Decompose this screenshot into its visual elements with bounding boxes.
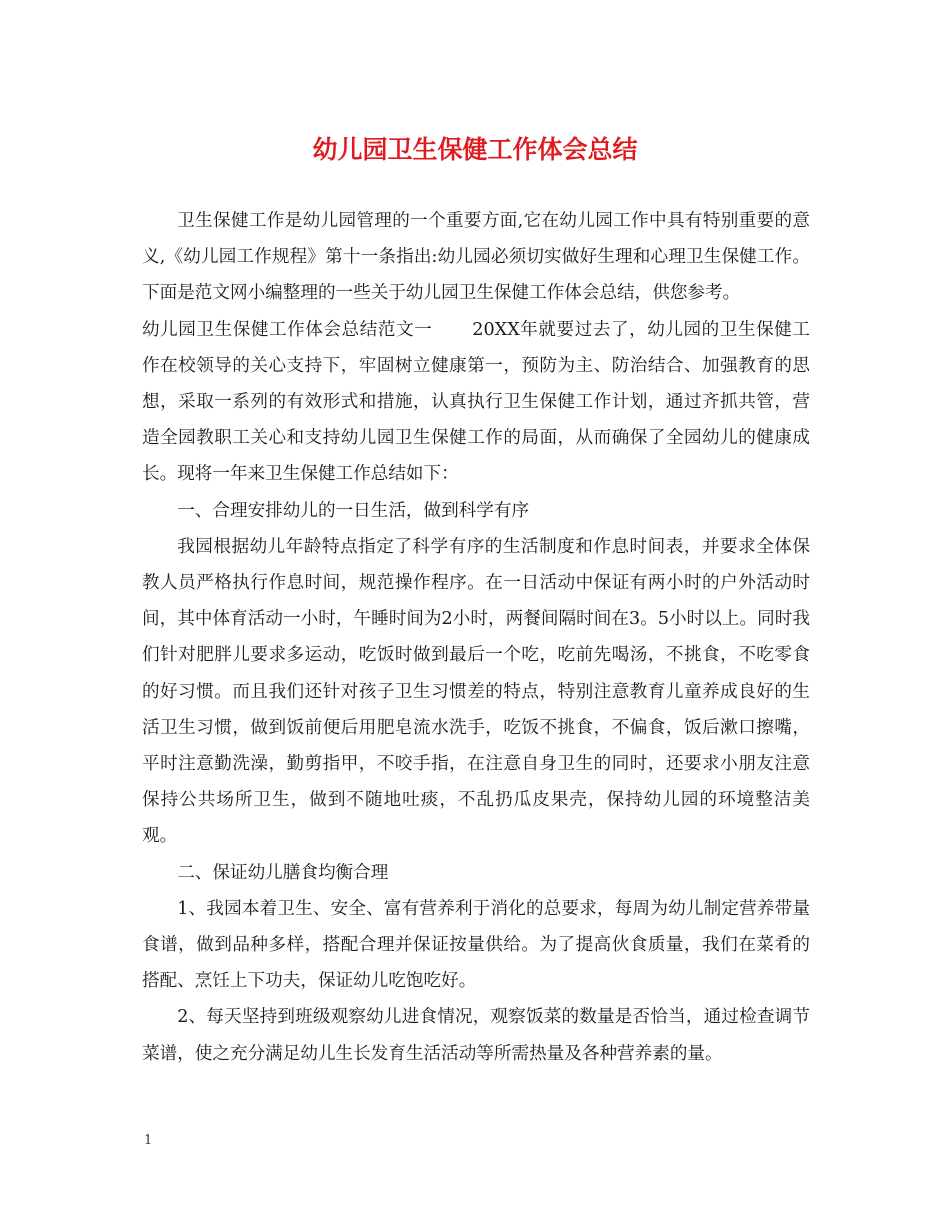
heading-diet: 二、保证幼儿膳食均衡合理 <box>177 862 389 883</box>
page-number: 1 <box>144 1133 153 1148</box>
diet-paragraph-1: 1、我园本着卫生、安全、富有营养利于消化的总要求，每周为幼儿制定营养带量食谱，做到品种多样，搭配合理并保证按量供给。为了提高伙食质量，我们在菜肴的搭配、烹饪上下功夫，保证幼儿吃饱吃好。 <box>142 898 810 992</box>
section-one-text: 20XX年就要过去了，幼儿园的卫生保健工作在校领导的关心支持下，牢固树立健康第一，预防为主、防治结合、加强教育的思想，采取一系列的有效形式和措施，认真执行卫生保健工作计划，通过齐抓共管，营造全园教职工关心和支持幼儿园卫生保健工作的局面，从而确保了全园幼儿的健康成长。现将一年来卫生保健工作总结如下： <box>142 319 810 485</box>
intro-paragraph: 卫生保健工作是幼儿园管理的一个重要方面,它在幼儿园工作中具有特别重要的意义,《幼儿园工作规程》第十一条指出:幼儿园必须切实做好生理和心理卫生保健工作。下面是范文网小编整理的一些关于幼儿园卫生保健工作体会总结，供您参考。 <box>142 211 810 304</box>
document-title: 幼儿园卫生保健工作体会总结 <box>312 135 638 164</box>
diet-paragraph-2: 2、每天坚持到班级观察幼儿进食情况，观察饭菜的数量是否恰当，通过检查调节菜谱，使之充分满足幼儿生长发育生活活动等所需热量及各种营养素的量。 <box>142 1007 810 1064</box>
section-one-paragraph <box>142 312 810 493</box>
daily-life-paragraph: 我园根据幼儿年龄特点指定了科学有序的生活制度和作息时间表，并要求全体保教人员严格执行作息时间，规范操作程序。在一日活动中保证有两小时的户外活动时间，其中体育活动一小时，午睡时间为2小时，两餐间隔时间在3。5小时以上。同时我们针对肥胖儿要求多运动，吃饭时做到最后一个吃，吃前先喝汤，不挑食，不吃零食的好习惯。而且我们还针对孩子卫生习惯差的特点，特别注意教育儿童养成良好的生活卫生习惯，做到饭前便后用肥皂流水洗手，吃饭不挑食，不偏食，饭后漱口擦嘴，平时注意勤洗澡，勤剪指甲，不咬手指，在注意自身卫生的同时，还要求小朋友注意保持公共场所卫生，做到不随地吐痰，不乱扔瓜皮果壳，保持幼儿园的环境整洁美观。 <box>142 536 810 847</box>
section-one-heading: 幼儿园卫生保健工作体会总结范文一 <box>142 319 433 340</box>
heading-daily-life: 一、合理安排幼儿的一日生活，做到科学有序 <box>177 500 530 521</box>
document-body <box>142 203 810 1072</box>
